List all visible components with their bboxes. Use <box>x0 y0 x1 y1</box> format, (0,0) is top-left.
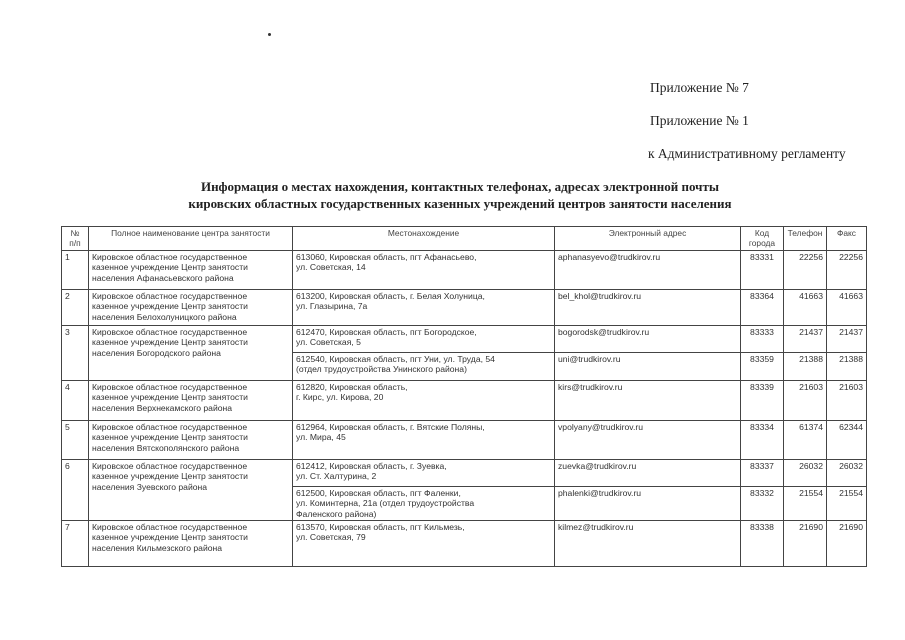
location <box>293 289 555 325</box>
location-line: ул. Советская, 79 <box>296 532 366 543</box>
row-number: 7 <box>62 521 89 567</box>
location <box>293 486 555 520</box>
appendix-label-1: Приложение № 1 <box>650 113 749 128</box>
fax-number: 21388 <box>827 352 867 380</box>
center-name-line: населения Афанасьевского района <box>92 272 234 283</box>
center-name <box>89 325 293 380</box>
email-address[interactable]: kirs@trudkirov.ru <box>555 380 741 420</box>
row-number: 1 <box>62 250 89 289</box>
location-line: 613570, Кировская область, пгт Кильмезь, <box>296 522 465 533</box>
table-header-row <box>62 227 867 251</box>
city-code: 83332 <box>741 486 784 520</box>
table-row <box>62 380 867 420</box>
location-line: ул. Коминтерна, 21а (отдел трудоустройства <box>296 498 475 509</box>
city-code: 83334 <box>741 420 784 459</box>
center-name <box>89 420 293 459</box>
location <box>293 380 555 420</box>
location-line: 613200, Кировская область, г. Белая Холуница, <box>296 290 485 301</box>
center-name-line: казенное учреждение Центр занятости <box>92 262 248 273</box>
city-code: 83338 <box>741 521 784 567</box>
center-name-line: населения Белохолуницкого района <box>92 311 237 322</box>
header-location: Местонахождение <box>293 227 555 251</box>
center-name-line: казенное учреждение Центр занятости <box>92 301 248 312</box>
table-row <box>62 521 867 567</box>
location-line: ул. Советская, 5 <box>296 337 361 348</box>
location-line: ул. Глазырина, 7а <box>296 301 368 312</box>
center-name-line: казенное учреждение Центр занятости <box>92 471 248 482</box>
row-number: 5 <box>62 420 89 459</box>
fax-number: 26032 <box>827 459 867 486</box>
location-line: 612412, Кировская область, г. Зуевка, <box>296 460 447 471</box>
location-line: 612500, Кировская область, пгт Фаленки, <box>296 487 461 498</box>
phone-number: 21603 <box>784 380 827 420</box>
location-line: 612964, Кировская область, г. Вятские Поляны, <box>296 421 485 432</box>
row-number: 6 <box>62 459 89 520</box>
header-phone: Телефон <box>784 227 827 251</box>
center-name-line: населения Богородского района <box>92 347 221 358</box>
location-line: ул. Советская, 14 <box>296 262 366 273</box>
email-address[interactable]: kilmez@trudkirov.ru <box>555 521 741 567</box>
fax-number: 21690 <box>827 521 867 567</box>
table-row <box>62 459 867 486</box>
location-line: ул. Ст. Халтурина, 2 <box>296 471 377 482</box>
email-address[interactable]: aphanasyevo@trudkirov.ru <box>555 250 741 289</box>
header-no: № п/п <box>62 227 89 251</box>
header-fax: Факс <box>827 227 867 251</box>
table-row <box>62 325 867 352</box>
email-address[interactable]: zuevka@trudkirov.ru <box>555 459 741 486</box>
table-row <box>62 420 867 459</box>
fax-number: 22256 <box>827 250 867 289</box>
center-name-line: Кировское областное государственное <box>92 460 248 471</box>
phone-number: 41663 <box>784 289 827 325</box>
email-address[interactable]: bel_khol@trudkirov.ru <box>555 289 741 325</box>
city-code: 83339 <box>741 380 784 420</box>
center-name-line: казенное учреждение Центр занятости <box>92 337 248 348</box>
center-name-line: Кировское областное государственное <box>92 326 248 337</box>
header-email: Электронный адрес <box>555 227 741 251</box>
center-name <box>89 289 293 325</box>
appendix-regulation-label: к Административному регламенту <box>648 146 846 161</box>
location-line: 612540, Кировская область, пгт Уни, ул. Труда, 54 <box>296 353 495 364</box>
row-number: 2 <box>62 289 89 325</box>
city-code: 83337 <box>741 459 784 486</box>
center-name <box>89 521 293 567</box>
center-name-line: населения Вятскополянского района <box>92 442 240 453</box>
location-line: 612470, Кировская область, пгт Богородское, <box>296 326 477 337</box>
email-address[interactable]: bogorodsk@trudkirov.ru <box>555 325 741 352</box>
location <box>293 521 555 567</box>
location-line: ул. Мира, 45 <box>296 432 346 443</box>
row-number: 4 <box>62 380 89 420</box>
employment-centers-table <box>61 226 867 567</box>
phone-number: 21690 <box>784 521 827 567</box>
location <box>293 352 555 380</box>
header-code: Код города <box>741 227 784 251</box>
document-title <box>60 178 860 212</box>
fax-number: 21437 <box>827 325 867 352</box>
center-name <box>89 380 293 420</box>
phone-number: 21388 <box>784 352 827 380</box>
title-line-1: Информация о местах нахождения, контактных телефонах, адресах электронной почты <box>200 179 720 194</box>
fax-number: 21603 <box>827 380 867 420</box>
location-line: 613060, Кировская область, пгт Афанасьево, <box>296 251 477 262</box>
appendix-label-7: Приложение № 7 <box>650 80 749 95</box>
location <box>293 420 555 459</box>
center-name-line: Кировское областное государственное <box>92 290 248 301</box>
location-line: Фаленского района) <box>296 508 377 519</box>
center-name-line: населения Зуевского района <box>92 481 208 492</box>
location-line: 612820, Кировская область, <box>296 381 408 392</box>
city-code: 83331 <box>741 250 784 289</box>
header-name: Полное наименование центра занятости <box>89 227 293 251</box>
center-name-line: Кировское областное государственное <box>92 421 248 432</box>
location <box>293 459 555 486</box>
center-name-line: казенное учреждение Центр занятости <box>92 532 248 543</box>
city-code: 83333 <box>741 325 784 352</box>
center-name-line: казенное учреждение Центр занятости <box>92 432 248 443</box>
phone-number: 21554 <box>784 486 827 520</box>
phone-number: 22256 <box>784 250 827 289</box>
fax-number: 62344 <box>827 420 867 459</box>
title-line-2: кировских областных государственных казенных учреждений центров занятости населения <box>188 196 732 211</box>
scan-speck <box>268 33 271 36</box>
table-row <box>62 289 867 325</box>
phone-number: 26032 <box>784 459 827 486</box>
location <box>293 325 555 352</box>
center-name-line: населения Кильмезского района <box>92 542 223 553</box>
center-name-line: Кировское областное государственное <box>92 522 248 533</box>
location-line: г. Кирс, ул. Кирова, 20 <box>296 392 384 403</box>
phone-number: 21437 <box>784 325 827 352</box>
phone-number: 61374 <box>784 420 827 459</box>
center-name-line: казенное учреждение Центр занятости <box>92 392 248 403</box>
email-address[interactable]: phalenki@trudkirov.ru <box>555 486 741 520</box>
location-line: (отдел трудоустройства Унинского района) <box>296 364 467 375</box>
city-code: 83359 <box>741 352 784 380</box>
location <box>293 250 555 289</box>
center-name <box>89 250 293 289</box>
center-name-line: Кировское областное государственное <box>92 251 248 262</box>
table-body <box>62 250 867 566</box>
email-address[interactable]: uni@trudkirov.ru <box>555 352 741 380</box>
city-code: 83364 <box>741 289 784 325</box>
email-address[interactable]: vpolyany@trudkirov.ru <box>555 420 741 459</box>
fax-number: 41663 <box>827 289 867 325</box>
row-number: 3 <box>62 325 89 380</box>
center-name-line: Кировское областное государственное <box>92 381 248 392</box>
fax-number: 21554 <box>827 486 867 520</box>
table-row <box>62 250 867 289</box>
center-name <box>89 459 293 520</box>
center-name-line: населения Верхнекамского района <box>92 402 233 413</box>
